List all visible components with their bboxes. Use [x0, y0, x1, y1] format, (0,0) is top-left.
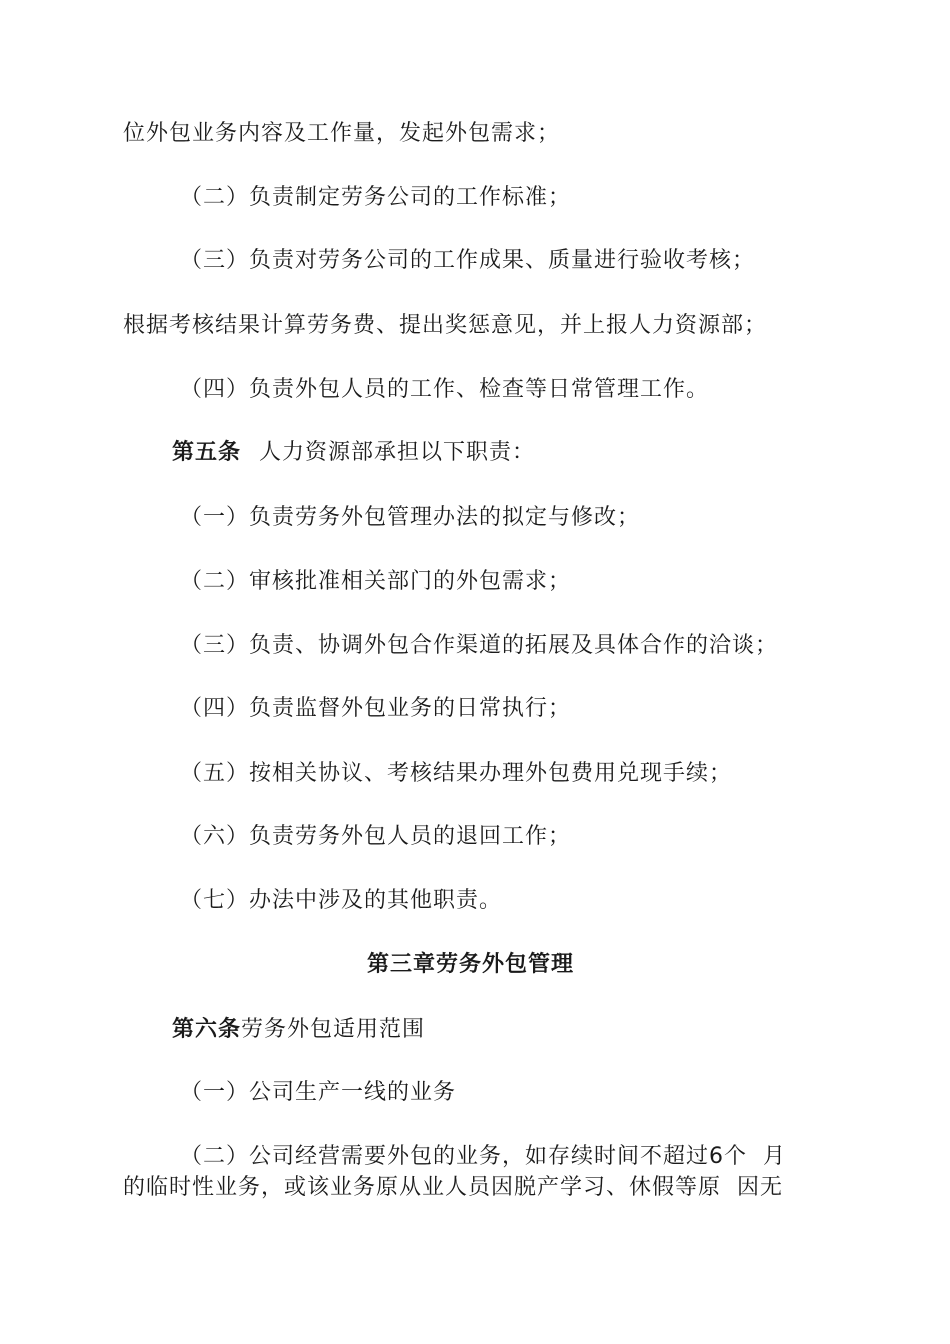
- list-item: （六）负责劳务外包人员的退回工作；: [180, 824, 572, 849]
- list-item: （三）负责对劳务公司的工作成果、质量进行验收考核；: [180, 248, 756, 273]
- list-item: （一）负责劳务外包管理办法的拟定与修改；: [180, 505, 641, 530]
- article-title: 人力资源部承担以下职责：: [259, 440, 536, 465]
- list-item: （七）办法中涉及的其他职责。: [180, 888, 503, 913]
- article-title: 劳务外包适用范围: [241, 1017, 426, 1042]
- article-number: 第六条: [172, 1017, 242, 1042]
- article-heading: [172, 1016, 425, 1044]
- text-line: 的临时性业务，或该业务原从业人员因脱产学习、休假等原 因无: [123, 1175, 783, 1200]
- article-number: 第五条: [172, 440, 242, 465]
- chapter-heading: 第三章劳务外包管理: [367, 952, 575, 977]
- text-line: 位外包业务内容及工作量，发起外包需求；: [123, 121, 561, 146]
- list-item: （二）负责制定劳务公司的工作标准；: [180, 185, 572, 210]
- text-line: 根据考核结果计算劳务费、提出奖惩意见，并上报人力资源部；: [123, 313, 768, 338]
- list-item: （四）负责监督外包业务的日常执行；: [180, 696, 572, 721]
- article-heading: [172, 439, 535, 467]
- list-item: （三）负责、协调外包合作渠道的拓展及具体合作的洽谈；: [180, 633, 779, 658]
- list-item: （一）公司生产一线的业务: [180, 1080, 457, 1105]
- list-item: （二）审核批准相关部门的外包需求；: [180, 569, 572, 594]
- list-item: （四）负责外包人员的工作、检查等日常管理工作。: [180, 377, 710, 402]
- list-item: （五）按相关协议、考核结果办理外包费用兑现手续；: [180, 761, 733, 786]
- list-item: （二）公司经营需要外包的业务，如存续时间不超过6个 月: [180, 1144, 786, 1169]
